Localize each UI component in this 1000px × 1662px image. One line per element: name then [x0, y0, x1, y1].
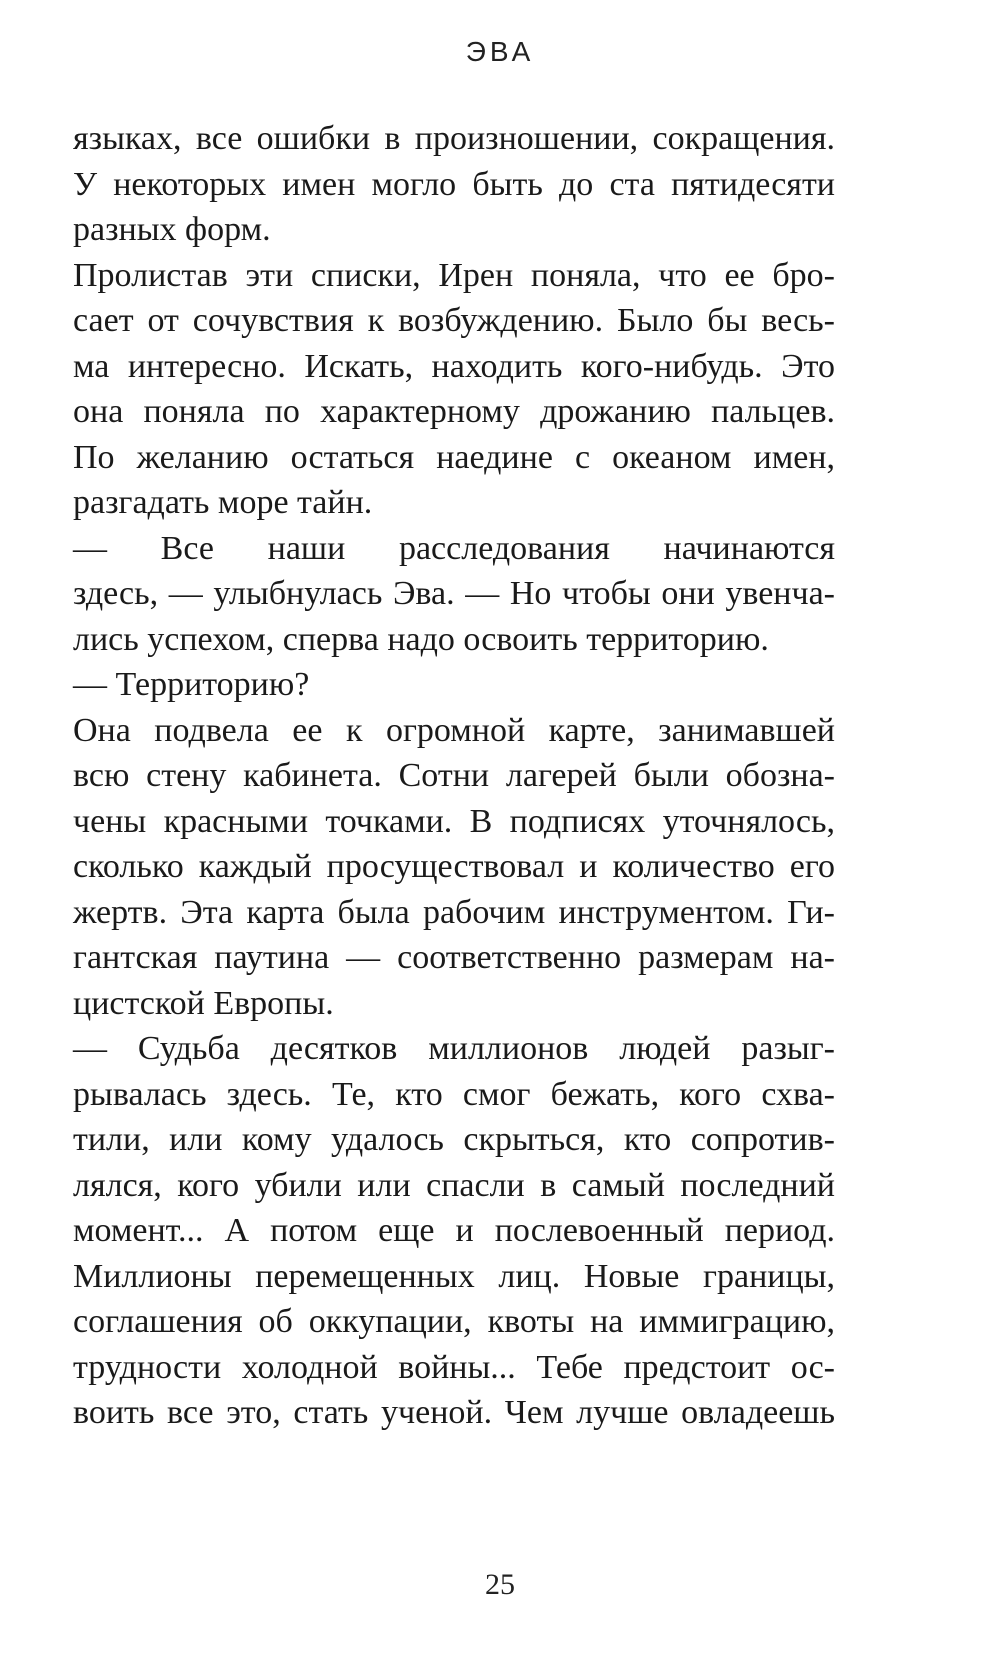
text-line: — Все наши расследования начинаются — [73, 529, 835, 567]
text-line: цистской Европы. — [73, 984, 334, 1022]
text-line: Пролистав эти списки, Ирен поняла, что ее бро- — [73, 256, 835, 294]
text-line: У некоторых имен могло быть до ста пятидесяти — [73, 165, 835, 203]
text-line: момент... А потом еще и послевоенный период. — [73, 1212, 835, 1249]
body-text — [73, 116, 835, 1436]
text-line: ма интересно. Искать, находить кого-нибудь. Это — [73, 347, 835, 385]
text-line: — Территорию? — [73, 666, 310, 703]
text-line: здесь, — улыбнулась Эва. — Но чтобы они увенча- — [73, 575, 835, 612]
text-line: трудности холодной войны... Тебе предстоит ос- — [73, 1348, 835, 1386]
page-number: 25 — [485, 1568, 515, 1601]
text-line: языках, все ошибки в произношении, сокращения. — [73, 120, 835, 157]
text-line: сколько каждый просуществовал и количество его — [73, 848, 835, 885]
text-line: По желанию остаться наедине с океаном имен, — [73, 438, 835, 476]
text-line: Миллионы перемещенных лиц. Новые границы, — [73, 1257, 835, 1295]
text-line: чены красными точками. В подписях уточнялось, — [73, 802, 835, 840]
text-line: лялся, кого убили или спасли в самый последний — [73, 1166, 835, 1204]
running-head: ЭВА — [465, 36, 535, 67]
text-line: разгадать море тайн. — [73, 484, 373, 521]
text-line: тили, или кому удалось скрыться, кто сопротив- — [73, 1121, 835, 1158]
text-line: — Судьба десятков миллионов людей разыг- — [73, 1030, 835, 1067]
text-line: воить все это, стать ученой. Чем лучше овладеешь — [73, 1394, 835, 1431]
text-line: соглашения об оккупации, квоты на иммиграцию, — [73, 1303, 835, 1340]
text-line: гантская паутина — соответственно размерам на- — [73, 939, 835, 976]
text-line: сает от сочувствия к возбуждению. Было бы весь- — [73, 302, 835, 339]
text-line: всю стену кабинета. Сотни лагерей были обозна- — [73, 757, 835, 794]
text-line: она поняла по характерному дрожанию пальцев. — [73, 393, 835, 430]
text-line: лись успехом, сперва надо освоить территорию. — [73, 620, 769, 658]
text-line: рывалась здесь. Те, кто смог бежать, кого схва- — [73, 1075, 835, 1113]
text-line: жертв. Эта карта была рабочим инструментом. Ги- — [73, 893, 835, 931]
text-line: Она подвела ее к огромной карте, занимавшей — [73, 711, 835, 749]
text-line: разных форм. — [73, 211, 271, 248]
